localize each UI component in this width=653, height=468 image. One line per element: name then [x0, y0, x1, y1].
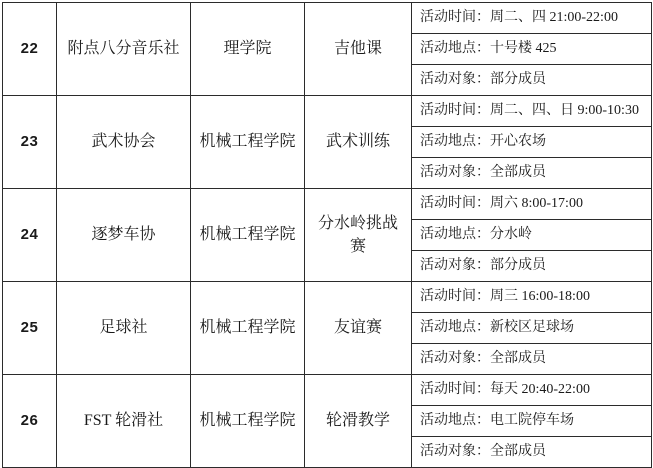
table-row — [3, 375, 652, 406]
club-name-cell: 足球社 — [57, 282, 191, 375]
activity-target-cell: 活动对象：部分成员 — [412, 251, 652, 282]
activity-time-cell: 活动时间：每天 20:40-22:00 — [412, 375, 652, 406]
activity-target-cell: 活动对象：全部成员 — [412, 437, 652, 468]
activity-cell: 轮滑教学 — [305, 375, 412, 468]
college-cell: 机械工程学院 — [191, 282, 305, 375]
activity-time-cell: 活动时间：周二、四 21:00-22:00 — [412, 3, 652, 34]
activity-cell: 友谊赛 — [305, 282, 412, 375]
row-number-cell: 22 — [3, 3, 57, 96]
activity-place-cell: 活动地点：十号楼 425 — [412, 34, 652, 65]
activity-cell: 武术训练 — [305, 96, 412, 189]
table-row — [3, 3, 652, 34]
club-name-cell: 逐梦车协 — [57, 189, 191, 282]
activity-place-cell: 活动地点：新校区足球场 — [412, 313, 652, 344]
college-cell: 机械工程学院 — [191, 96, 305, 189]
college-cell: 理学院 — [191, 3, 305, 96]
club-name-cell: 武术协会 — [57, 96, 191, 189]
clubs-activity-table — [2, 2, 652, 468]
table-row — [3, 189, 652, 220]
row-number-cell: 23 — [3, 96, 57, 189]
table-row — [3, 96, 652, 127]
activity-time-cell: 活动时间：周六 8:00-17:00 — [412, 189, 652, 220]
activity-target-cell: 活动对象：部分成员 — [412, 65, 652, 96]
activity-cell: 吉他课 — [305, 3, 412, 96]
activity-target-cell: 活动对象：全部成员 — [412, 158, 652, 189]
table-row — [3, 282, 652, 313]
college-cell: 机械工程学院 — [191, 375, 305, 468]
activity-time-cell: 活动时间：周三 16:00-18:00 — [412, 282, 652, 313]
college-cell: 机械工程学院 — [191, 189, 305, 282]
club-name-cell: 附点八分音乐社 — [57, 3, 191, 96]
activity-place-cell: 活动地点：分水岭 — [412, 220, 652, 251]
club-name-cell: FST 轮滑社 — [57, 375, 191, 468]
activity-target-cell: 活动对象：全部成员 — [412, 344, 652, 375]
row-number-cell: 26 — [3, 375, 57, 468]
activity-place-cell: 活动地点：电工院停车场 — [412, 406, 652, 437]
activity-place-cell: 活动地点：开心农场 — [412, 127, 652, 158]
activity-time-cell: 活动时间：周二、四、日 9:00-10:30 — [412, 96, 652, 127]
row-number-cell: 25 — [3, 282, 57, 375]
activity-cell: 分水岭挑战赛 — [305, 189, 412, 282]
row-number-cell: 24 — [3, 189, 57, 282]
